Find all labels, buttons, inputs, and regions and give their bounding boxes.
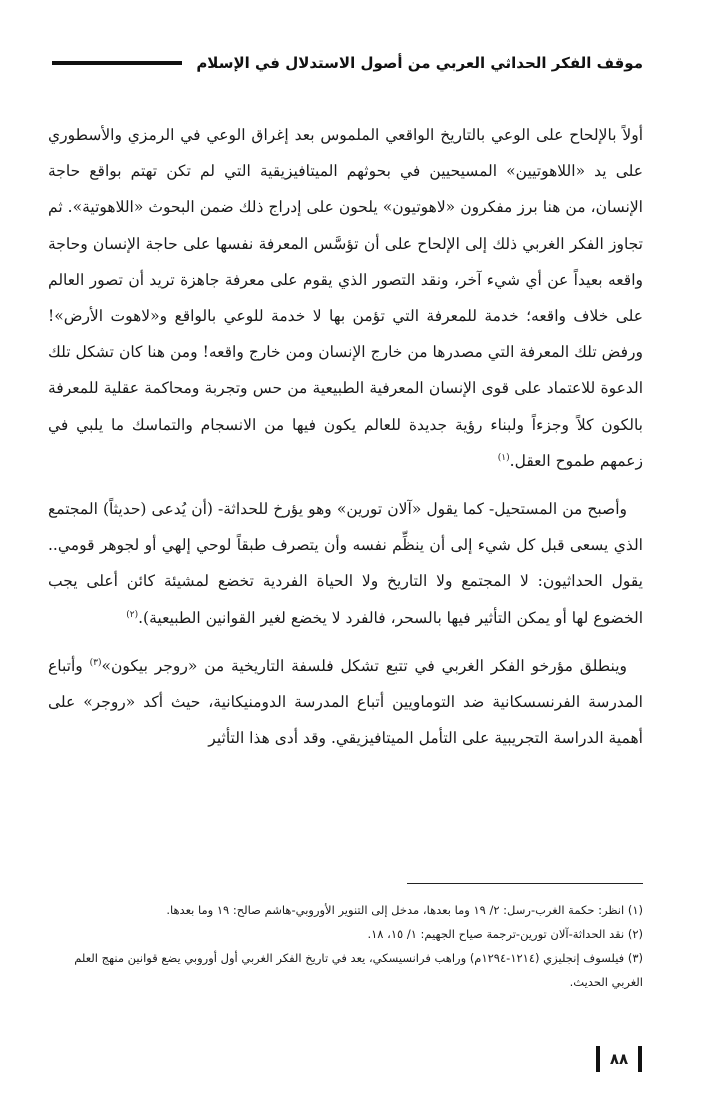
paragraph-3 [48, 648, 643, 757]
paragraph-2 [48, 491, 643, 636]
running-header-title: موقف الفكر الحداثي العربي من أصول الاستدلال في الإسلام [196, 54, 643, 72]
paragraph-1 [48, 117, 643, 479]
header-rule [52, 61, 182, 65]
running-header [48, 46, 643, 80]
footnote-1: (١) انظر: حكمة الغرب-رسل: ٢/ ١٩ وما بعدها، مدخل إلى التنوير الأوروبي-هاشم صالح: ١٩ وما بعدها. [166, 903, 643, 917]
footnote-3: (٣) فيلسوف إنجليزي (١٢١٤-١٢٩٤م) وراهب فرانسيسكي، يعد في تاريخ الفكر الغربي أول أوروبي يضع قوانين منهج العلم الغربي الحديث. [74, 951, 643, 989]
footnotes [48, 898, 643, 994]
paragraph-3-text-before: وينطلق مؤرخو الفكر الغربي في تتبع تشكل فلسفة التاريخية من «روجر بيكون» [101, 656, 627, 675]
paragraph-1-text: أولاً بالإلحاح على الوعي بالتاريخ الواقعي الملموس بعد إغراق الوعي في الرمزي والأسطوري على يد «اللاهوتيين» المسيحيين في بحوثهم الميتافيزيقية التي لم تكن تهتم بواقع حاجة الإنسان، من هنا برز مفكرون «لاهوتيون» يلحون على إدراج ذلك ضمن البحوث «اللاهوتية». ثم تجاوز الفكر الغربي ذلك إلى الإلحاح على أن تؤسَّس المعرفة نفسها على حاجة الإنسان وحاجة واقعه بعيداً عن أي شيء آخر، ونقد التصور الذي يقوم على معرفة جاهزة تريد أن تصور العالم على خلاف واقعه؛ خدمة للمعرفة التي تؤمن بها لا خدمة للوعي بالواقع و«لاهوت الأرض»! ورفض تلك المعرفة التي مصدرها من خارج الإنسان ومن خارج واقعه! ومن هنا كان تشكل تلك الدعوة للاعتماد على قوى الإنسان المعرفية الطبيعية من حس وتجربة ومحاكمة عقلية للمعرفة بالكون كلاً وجزءاً ولبناء رؤية جديدة للعالم يكون فيها من الانسجام والتماسك ما يلبي في زعمهم طموح العقل. [48, 126, 643, 470]
page-number-text: ٨٨ [609, 1050, 629, 1068]
paragraph-2-text: وأصبح من المستحيل- كما يقول «آلان تورين» وهو يؤرخ للحداثة- (أن يُدعى (حديثاً) المجتمع الذي يسعى قبل كل شيء إلى أن ينظِّم نفسه وأن يتصرف طبقاً لوحي إلهي أو لجوهر قومي.. يقول الحداثيون: لا المجتمع ولا التاريخ ولا الحياة الفردية تخضع لمشيئة كائن أعلى يجب الخضوع لها أو يمكن التأثير فيها بالسحر، فالفرد لا يخضع لغير القوانين الطبيعية). [48, 500, 643, 627]
footnote-separator [407, 883, 643, 884]
page-number [596, 1046, 642, 1072]
paragraph-3-text-after: وأتباع المدرسة الفرنسسكانية ضد التوماويين أتباع المدرسة الدومنيكانية، حيث أكد «روجر» على أهمية الدراسة التجريبية على التأمل الميتافيزيقي. وقد أدى هذا التأثير [48, 656, 643, 748]
main-text [48, 117, 643, 768]
footnote-2: (٢) نقد الحداثة-آلان تورين-ترجمة صياح الجهيم: ١/ ١٥، ١٨. [367, 927, 643, 941]
footnote-ref-1: (١) [497, 452, 510, 463]
footnote-ref-3: (٣) [89, 657, 102, 668]
footnote-ref-2: (٢) [126, 609, 139, 620]
